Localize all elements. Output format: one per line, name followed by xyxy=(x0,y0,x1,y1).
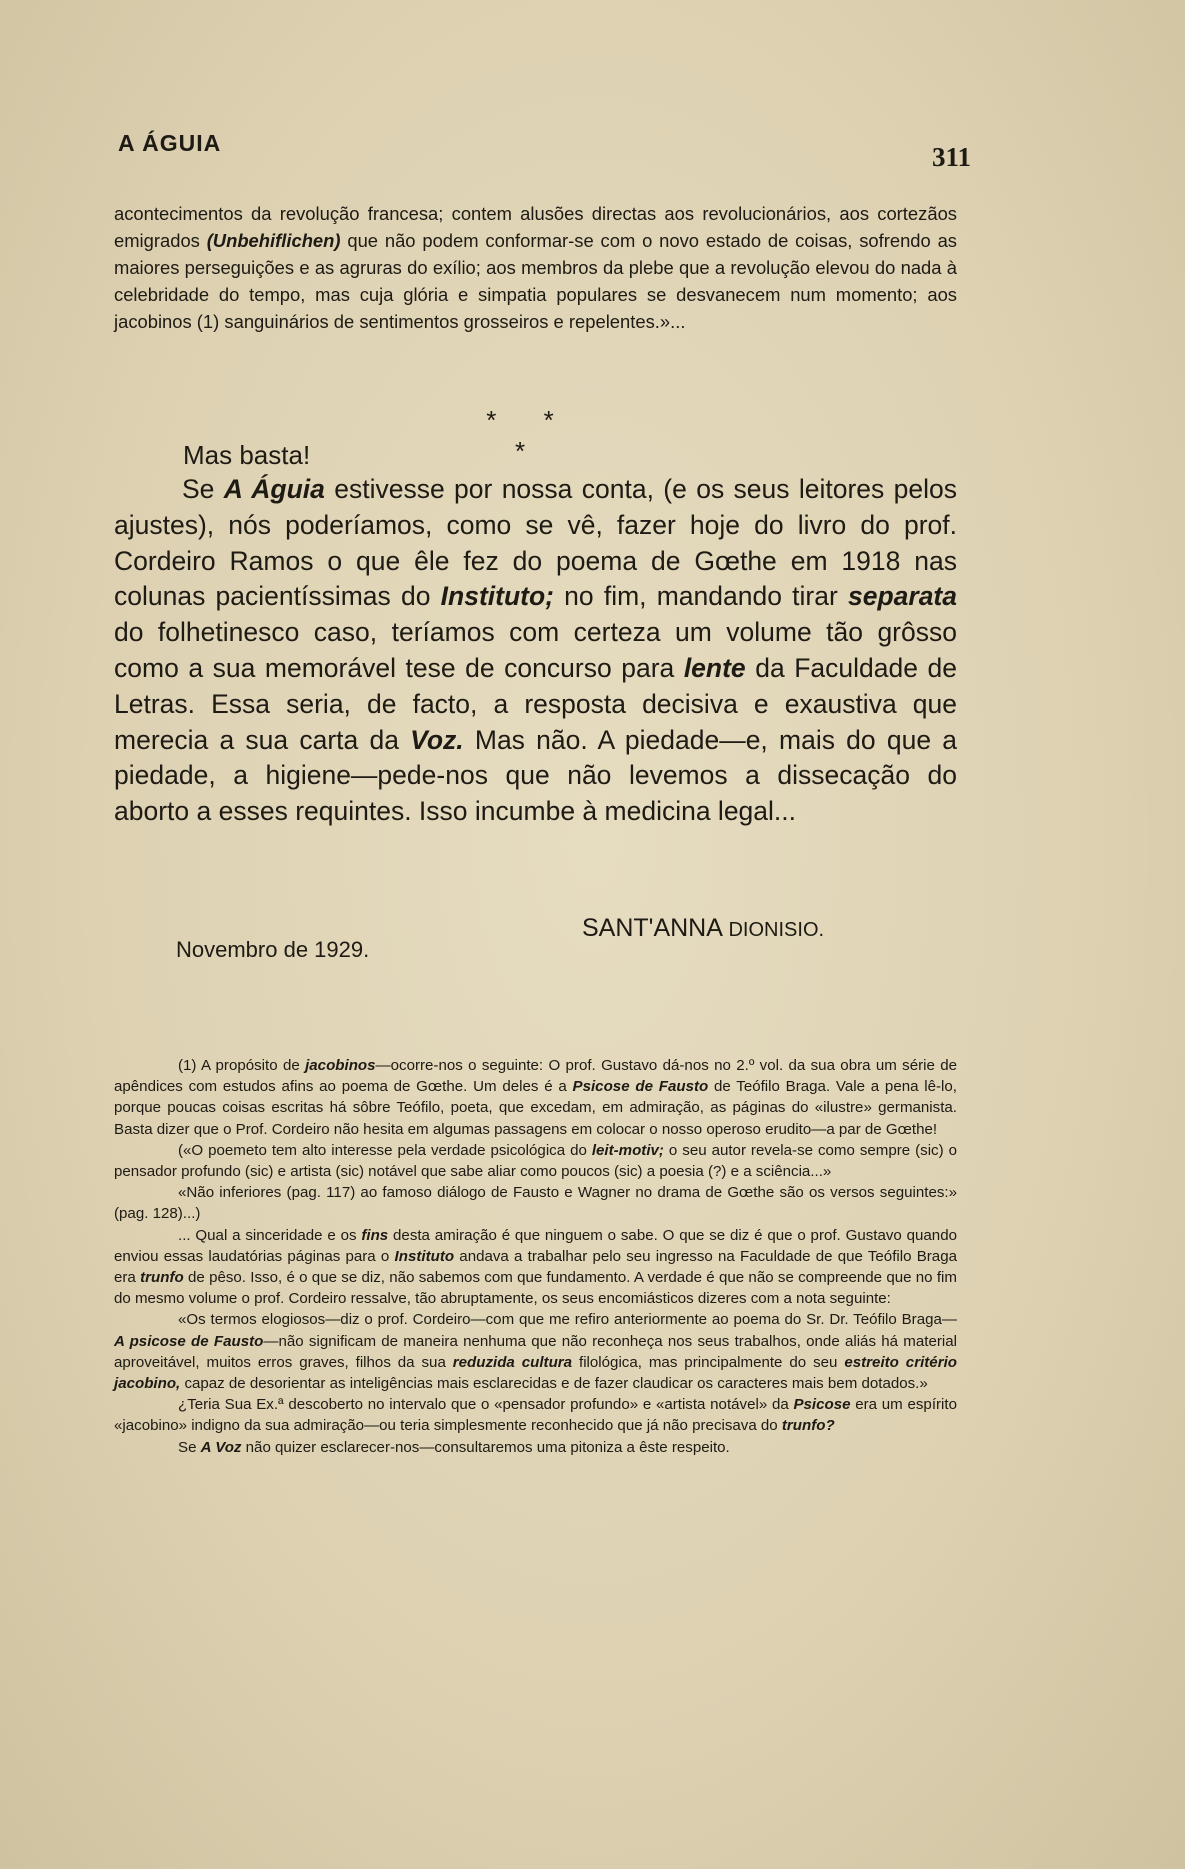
footnote-italic: fins xyxy=(361,1226,389,1244)
main-text: do folhetinesco caso, teríamos com certeza um volume tão grôsso como a sua memorável tese de concurso para xyxy=(114,617,957,683)
footnote-quote-2 xyxy=(114,1182,957,1224)
footnote-text: «Os termos elogiosos—diz o prof. Cordeiro—com que me refiro anteriormente ao poema do Sr. Dr. Teófilo Braga— xyxy=(178,1311,957,1329)
footnote-text: —não significam de maneira nenhuma que não reconheça nos seus trabalhos, onde aliás há material aproveitável, muitos erros graves, filhos da sua xyxy=(114,1332,957,1371)
main-opening-line: Mas basta! xyxy=(183,440,311,470)
main-text: Se xyxy=(182,474,224,504)
footnote-italic: estreito critério jacobino, xyxy=(114,1353,957,1393)
footnote-italic: reduzida cultura xyxy=(452,1353,573,1371)
author-surname: DIONISIO. xyxy=(728,919,825,941)
intro-text-a: acontecimentos da revolução francesa; contem alusões directas aos revolucionários, aos cortezãos emigrados xyxy=(114,203,957,251)
page-number: 311 xyxy=(932,142,972,172)
date-line: Novembro de 1929. xyxy=(176,937,370,962)
footnote-text: (1) A propósito de xyxy=(178,1057,306,1074)
footnote-quote-1 xyxy=(114,1140,957,1182)
intro-text-b: que não podem conformar-se com o novo estado de coisas, sofrendo as maiores perseguições e as agruras do exílio; aos membros da plebe que a revolução elevou do nada à celebridade do tempo, mas cuja glória e simpatia populares se desvanecem num momento; aos jacobinos (1) sanguinários de sentimentos grosseiros e repelentes.»... xyxy=(114,230,957,332)
footnote-italic: trunfo? xyxy=(781,1417,835,1435)
footnote-italic: Psicose de Fausto xyxy=(572,1078,709,1096)
main-italic-lente: lente xyxy=(683,652,746,683)
footnote-text: desta amiração é que ninguem o sabe. O que se diz é que o prof. Gustavo quando enviou essas laudatórias páginas para o xyxy=(114,1226,957,1265)
footnote-paragraph-7 xyxy=(114,1437,957,1458)
main-text: da Faculdade de Letras. Essa seria, de facto, a resposta decisiva e exaustiva que merecia a sua carta da xyxy=(114,652,958,755)
footnote-text: de Teófilo Braga. Vale a pena lê-lo, porque poucas coisas escritas há sôbre Teófilo, poeta, que excedam, em admiração, as páginas do «ilustre» germanista. Basta dizer que o Prof. Cordeiro não hesita em algumas passagens em colocar o nosso operoso erudito—a par de Gœthe! xyxy=(114,1078,957,1138)
footnote-1 xyxy=(114,1055,957,1140)
section-separator: * * * xyxy=(486,405,574,466)
main-text: estivesse por nossa conta, (e os seus leitores pelos ajustes), nós poderíamos, como se vê, fazer hoje do livro do prof. Cordeiro Ramos o que êle fez do poema de Gœthe em 1918 nas colunas pacientíssimas do xyxy=(114,474,957,612)
footnote-italic: Psicose xyxy=(793,1396,851,1414)
footnote-italic: A Voz xyxy=(200,1438,242,1456)
footnote-quote-3 xyxy=(114,1309,957,1394)
footnote-text: de pêso. Isso, é o que se diz, não sabemos com que fundamento. A verdade é que não se compreende que no fim do mesmo volume o prof. Cordeiro ressalve, tão abruptamente, os seus encomiásticos dizeres com a nota seguinte: xyxy=(114,1269,957,1308)
footnote-text: Se xyxy=(178,1438,201,1456)
footnote-italic: trunfo xyxy=(140,1269,184,1287)
footnotes xyxy=(114,1055,957,1458)
footnote-paragraph-4 xyxy=(114,1225,957,1310)
main-italic-journal: A Águia xyxy=(223,474,325,504)
footnote-italic: leit-motiv; xyxy=(591,1141,664,1159)
main-text: Mas não. A piedade—e, mais do que a piedade, a higiene—pede-nos que não levemos a dissecação do aborto a esses requintes. Isso incumbe à medicina legal... xyxy=(114,724,958,827)
footnote-text: ... Qual a sinceridade e os xyxy=(178,1226,362,1244)
footnote-text: («O poemeto tem alto interesse pela verdade psicológica do xyxy=(178,1141,592,1159)
main-italic-instituto: Instituto; xyxy=(440,581,554,612)
running-head-journal-title: A ÁGUIA xyxy=(118,130,222,156)
footnote-text: ¿Teria Sua Ex.ª descoberto no intervalo que o «pensador profundo» e «artista notável» da xyxy=(178,1396,794,1414)
main-italic-separata: separata xyxy=(847,581,957,612)
main-italic-voz: Voz. xyxy=(410,724,464,755)
author-name: SANT'ANNA xyxy=(582,914,729,942)
footnote-paragraph-6 xyxy=(114,1394,957,1436)
main-text: no fim, mandando tirar xyxy=(553,581,848,612)
footnote-italic: A psicose de Fausto xyxy=(114,1332,264,1350)
intro-german-term: (Unbehiflichen) xyxy=(206,230,341,251)
footnote-text: andava a trabalhar pelo seu ingresso na Faculdade de que Teófilo Braga era xyxy=(114,1247,957,1287)
footnote-text: «Não inferiores (pag. 117) ao famoso diálogo de Fausto e Wagner no drama de Gœthe são os versos seguintes:» (pag. 128)...) xyxy=(114,1184,957,1223)
footnote-text: filológica, mas principalmente do seu xyxy=(572,1353,845,1371)
footnote-text: capaz de desorientar as inteligências mais esclarecidas e de fazer claudicar os caracteres mais bem dotados.» xyxy=(180,1375,928,1393)
footnote-text: o seu autor revela-se como sempre (sic) o pensador profundo (sic) e artista (sic) notável que sabe aliar como poucos (sic) a poesia (?) e a sciência...» xyxy=(114,1141,957,1181)
footnote-italic: jacobinos xyxy=(305,1057,376,1074)
footnote-text: não quizer esclarecer-nos—consultaremos uma pitoniza a êste respeito. xyxy=(241,1438,730,1456)
footnote-text: —ocorre-nos o seguinte: O prof. Gustavo dá-nos no 2.º vol. da sua obra um série de apêndices com estudos afins ao poema de Gœthe. Um deles é a xyxy=(114,1057,957,1096)
intro-paragraph xyxy=(114,200,957,335)
author-signature xyxy=(582,914,824,943)
footnote-text: era um espírito «jacobino» indigno da sua admiração—ou teria simplesmente reconhecido que já não precisava do xyxy=(114,1396,957,1435)
footnote-italic: Instituto xyxy=(394,1247,455,1265)
main-paragraph xyxy=(114,472,957,830)
